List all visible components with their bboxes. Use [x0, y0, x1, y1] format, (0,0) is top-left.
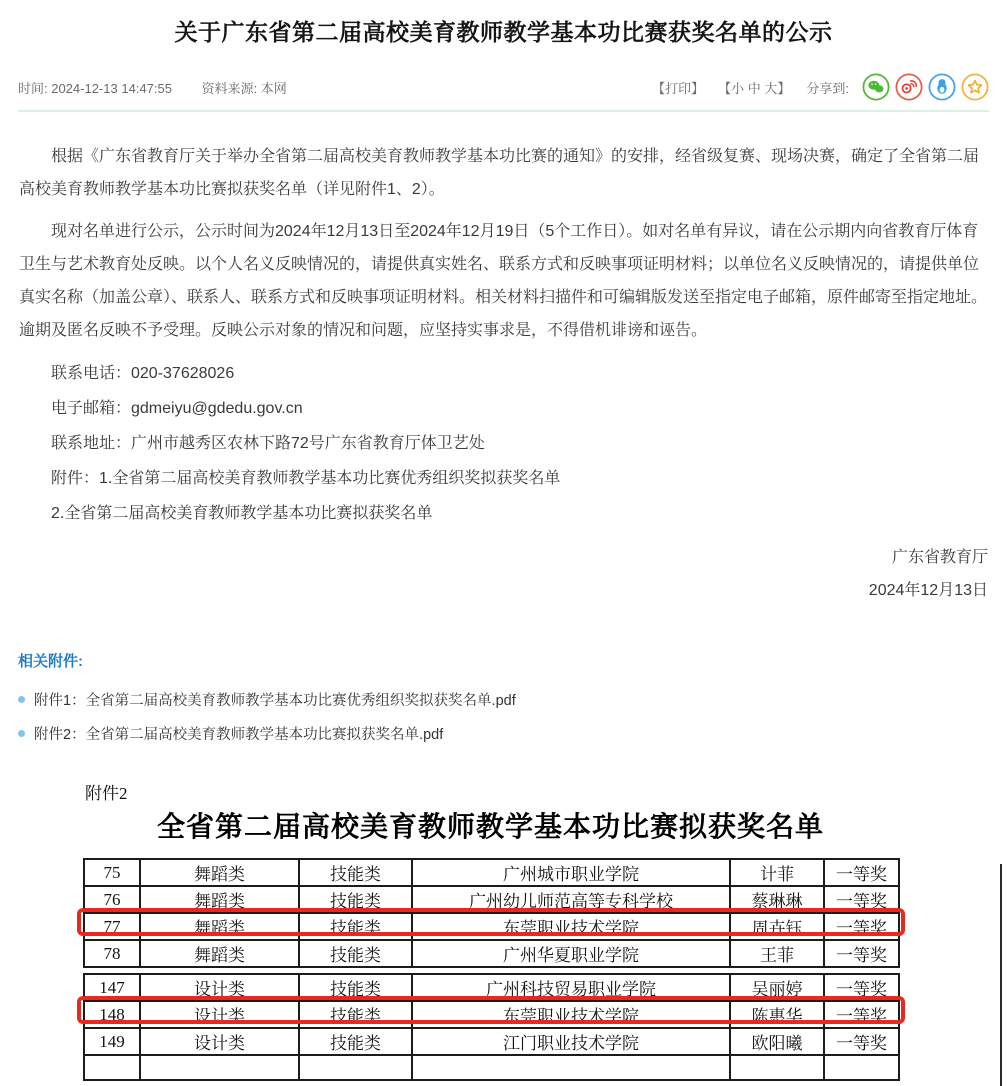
font-size-buttons[interactable]: 【小 中 大】 [718, 80, 791, 96]
table-cell: 东莞职业技术学院 [412, 913, 730, 940]
table-cell: 149 [84, 1028, 140, 1055]
meta-tools [638, 73, 989, 101]
attachment-link-1[interactable] [18, 689, 989, 710]
paragraph: 根据《广东省教育厅关于举办全省第二届高校美育教师教学基本功比赛的通知》的安排，经省级复赛、现场决赛，确定了全省第二届高校美育教师教学基本功比赛拟获奖名单（详见附件1、2）。 [19, 148, 980, 198]
table-cell: 148 [84, 1001, 140, 1028]
table-cell: 设计类 [140, 1028, 299, 1055]
attachment-link-label: 附件2：全省第二届高校美育教师教学基本功比赛拟获奖名单.pdf [34, 727, 444, 743]
contact-phone: 联系电话：020-37628026 [51, 365, 235, 382]
annex-preview [0, 782, 1007, 1086]
table-cell: 76 [84, 886, 140, 913]
table-row [84, 886, 899, 913]
award-table-section-2 [83, 973, 898, 1081]
table-cell: 技能类 [299, 940, 412, 967]
table-cell [824, 1055, 899, 1080]
table-row [84, 974, 899, 1001]
table-cell: 舞蹈类 [140, 913, 299, 940]
table-cell: 陈惠华 [730, 1001, 824, 1028]
table-cell: 广州科技贸易职业学院 [412, 974, 730, 1001]
table-cell: 舞蹈类 [140, 886, 299, 913]
table-cell: 周卉钰 [730, 913, 824, 940]
qq-share-icon[interactable] [928, 73, 956, 101]
table-cell: 一等奖 [824, 859, 899, 886]
table-row-partial [84, 1055, 899, 1080]
award-table [83, 858, 900, 968]
table-cell: 一等奖 [824, 1028, 899, 1055]
table-cell: 王菲 [730, 940, 824, 967]
meta-info [18, 78, 313, 97]
table-cell: 技能类 [299, 913, 412, 940]
bullet-icon [18, 696, 25, 703]
table-cell: 78 [84, 940, 140, 967]
table-cell: 江门职业技术学院 [412, 1028, 730, 1055]
award-table-section-1 [83, 858, 898, 968]
source: 资料来源: 本网 [201, 80, 287, 96]
cropped-table-edge [1000, 864, 1002, 1086]
contact-email: 电子邮箱：gdmeiyu@gdedu.gov.cn [51, 400, 303, 417]
wechat-share-icon[interactable] [862, 73, 890, 101]
table-row [84, 940, 899, 967]
table-row [84, 1028, 899, 1055]
table-row [84, 859, 899, 886]
table-cell: 欧阳曦 [730, 1028, 824, 1055]
table-cell [140, 1055, 299, 1080]
table-row [84, 913, 899, 940]
table-cell: 77 [84, 913, 140, 940]
paragraph: 现对名单进行公示，公示时间为2024年12月13日至2024年12月19日（5个工作日）。如对名单有异议，请在公示期内向省教育厅体育卫生与艺术教育处反映。以个人名义反映情况的，请提供真实姓名、联系方式和反映事项证明材料；以单位名义反映情况的，请提供单位真实名称（加盖公章）、联系人、联系方式和反映事项证明材料。相关材料扫描件和可编辑版发送至指定电子邮箱，原件邮寄至指定地址。逾期及匿名反映不予受理。反映公示对象的情况和问题，应坚持实事求是，不得借机诽谤和诬告。 [19, 223, 988, 339]
article-body [0, 140, 1007, 607]
table-cell: 一等奖 [824, 886, 899, 913]
table-cell: 技能类 [299, 859, 412, 886]
bullet-icon [18, 730, 25, 737]
signature-org: 广东省教育厅 [891, 549, 988, 566]
share-icons [857, 73, 989, 101]
table-cell: 广州幼儿师范高等专科学校 [412, 886, 730, 913]
table-cell: 一等奖 [824, 913, 899, 940]
annex-title: 全省第二届高校美育教师教学基本功比赛拟获奖名单 [156, 812, 824, 843]
table-cell: 东莞职业技术学院 [412, 1001, 730, 1028]
table-cell: 75 [84, 859, 140, 886]
share-label: 分享到: [806, 80, 849, 96]
table-cell: 设计类 [140, 1001, 299, 1028]
table-cell: 一等奖 [824, 940, 899, 967]
table-cell: 舞蹈类 [140, 859, 299, 886]
favorite-share-icon[interactable] [961, 73, 989, 101]
table-cell: 技能类 [299, 974, 412, 1001]
attachment-link-2[interactable] [18, 723, 989, 744]
attachment-link-label: 附件1：全省第二届高校美育教师教学基本功比赛优秀组织奖拟获奖名单.pdf [34, 693, 516, 709]
page-title: 关于广东省第二届高校美育教师教学基本功比赛获奖名单的公示 [174, 19, 833, 45]
header-divider [18, 110, 989, 112]
related-attachments-heading: 相关附件: [18, 653, 83, 670]
annex-label: 附件2 [85, 784, 128, 803]
table-row [84, 1001, 899, 1028]
signature-date: 2024年12月13日 [868, 582, 988, 599]
table-cell [412, 1055, 730, 1080]
table-cell: 技能类 [299, 886, 412, 913]
table-cell: 技能类 [299, 1028, 412, 1055]
table-cell: 技能类 [299, 1001, 412, 1028]
table-cell: 舞蹈类 [140, 940, 299, 967]
table-cell: 计菲 [730, 859, 824, 886]
meta-bar [0, 72, 1007, 102]
table-cell: 广州华夏职业学院 [412, 940, 730, 967]
publish-time: 时间: 2024-12-13 14:47:55 [18, 80, 172, 96]
related-attachments [0, 650, 1007, 757]
table-cell: 设计类 [140, 974, 299, 1001]
table-cell: 广州城市职业学院 [412, 859, 730, 886]
weibo-share-icon[interactable] [895, 73, 923, 101]
contact-address: 联系地址：广州市越秀区农林下路72号广东省教育厅体卫艺处 [51, 435, 485, 452]
print-button[interactable]: 【打印】 [652, 80, 705, 96]
table-cell: 一等奖 [824, 1001, 899, 1028]
table-cell [299, 1055, 412, 1080]
table-cell: 蔡琳琳 [730, 886, 824, 913]
table-cell [730, 1055, 824, 1080]
table-cell: 一等奖 [824, 974, 899, 1001]
table-cell: 吴丽婷 [730, 974, 824, 1001]
annex-note-2: 2.全省第二届高校美育教师教学基本功比赛拟获奖名单 [51, 505, 433, 522]
signature-block [19, 541, 988, 607]
award-table [83, 973, 900, 1081]
annex-note-1: 附件：1.全省第二届高校美育教师教学基本功比赛优秀组织奖拟获奖名单 [51, 470, 561, 487]
table-cell [84, 1055, 140, 1080]
table-cell: 147 [84, 974, 140, 1001]
